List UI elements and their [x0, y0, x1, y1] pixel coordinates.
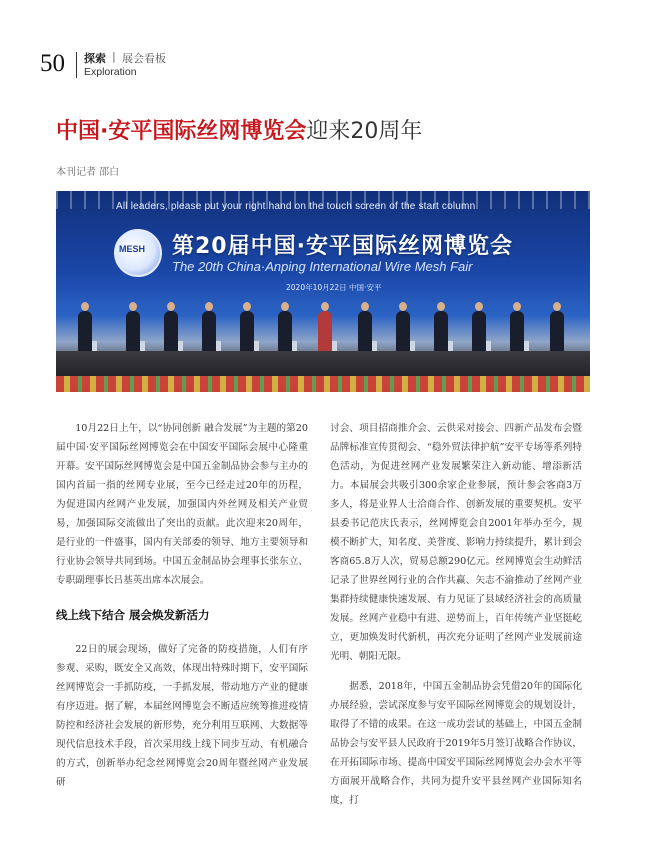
paragraph: 10月22日上午，以“协同创新 融合发展”为主题的第20届中国·安平国际丝网博览会在中国安平国际会展中心隆重开幕。安平国际丝网博览会是中国五金制品协会参与主办的国内首届一指的丝网专业展，至今已经走过20年的历程，为促进国内丝网产业发展，加强国内外丝网及相关产业贸易，加强国际交流做出了突出的贡献。此次迎来20周年，是行业的一件盛事，国内有关部委的领导、地方主要领导和行业协会领导共同到场。中国五金制品协会理事长张东立、专职副理事长吕基英出席本次展会。 [56, 423, 308, 586]
banner-title-cn: 第20届中国·安平国际丝网博览会 [172, 234, 513, 259]
paragraph: 据悉，2018年，中国五金制品协会凭借20年的国际化办展经验，尝试深度参与安平国际丝网博览会的规划设计，取得了不错的成果。在这一成功尝试的基础上，中国五金制品协会与安平县人民政府于2019年5月签订战略合作协议，在开拓国际市场、提高中国安平国际丝网博览会办会水平等方面展开战略合作，共同为提升安平县丝网产业国际知名度，打 [330, 681, 582, 806]
flower-decoration [56, 376, 590, 392]
paragraph: 22日的展会现场，做好了完备的防疫措施，人们有序参观、采购，既安全又高效，体现出特殊时期下，安平国际丝网博览会一手抓防疫，一手抓发展，带动地方产业的健康有序迈进。据了解，本届丝网博览会不断适应统筹推进疫情防控和经济社会发展的新形势，充分利用互联网、大数据等现代信息技术手段，首次采用线上线下同步互动、有机融合的方式，创新举办纪念丝网博览会20周年暨丝网产业发展研 [56, 644, 308, 788]
opening-ceremony-photo [56, 191, 590, 392]
title-main: 中国·安平国际丝网博览会 [56, 119, 307, 144]
banner-title-en: The 20th China·Anping International Wire Mesh Fair [172, 259, 473, 274]
screen-instruction-text: All leaders, please put your right hand on the touch screen of the start column [116, 201, 476, 212]
section-name: 探索 [84, 52, 106, 65]
section-english: Exploration [84, 66, 137, 78]
section-subname: 展会看板 [122, 52, 166, 65]
banner-date: 2020年10月22日 中国·安平 [286, 283, 382, 292]
title-tail: 迎来20周年 [306, 119, 423, 144]
byline: 本刊记者 邵白 [56, 167, 120, 178]
page-number: 50 [40, 50, 65, 77]
body-column-left [56, 419, 308, 792]
paragraph: 讨会、项目招商推介会、云供采对接会、四新产品发布会暨品牌标准宣传贯彻会、“稳外贸法律护航”安平专场等系列特色活动，为促进丝网产业发展繁荣注入新动能、增添新活力。本届展会共吸引300余家企业参展，预计参会客商3万多人，将是业界人士洽商合作、创新发展的重要契机。安平县委书记范庆氏表示，丝网博览会自2001年举办至今，规模不断扩大，知名度、美誉度、影响力持续提升，累计到会客商65.8万人次，贸易总额290亿元。丝网博览会生动鲜活记录了世界丝网行业的合作共赢、矢志不渝推动了丝网产业集群持续健康快速发展、有力见证了县域经济社会的高质量发展。丝网产业稳中有进、逆势而上，百年传统产业坚挺屹立，更加焕发时代新机，再次充分证明了丝网产业发展前途光明、朝阳无限。 [330, 423, 582, 662]
header-divider [76, 52, 77, 78]
section-separator: | [112, 50, 116, 63]
article-title [56, 114, 422, 145]
logo-text: MESH [119, 244, 146, 254]
section-subheading: 线上线下结合 展会焕发新活力 [56, 608, 210, 622]
body-column-right [330, 419, 582, 810]
